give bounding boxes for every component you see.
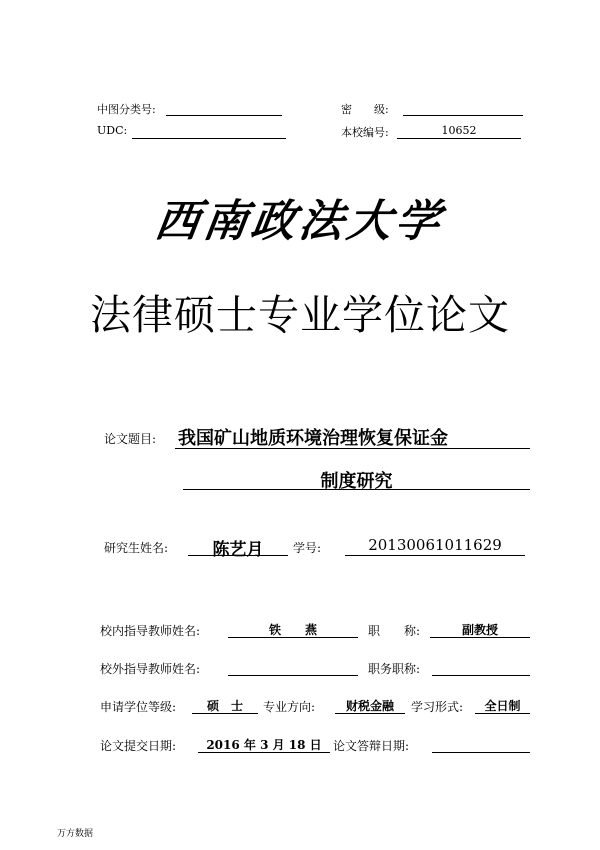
student-name-label: 研究生姓名: xyxy=(104,541,169,555)
major-label: 专业方向: xyxy=(263,700,316,714)
school-code-underline xyxy=(397,138,521,139)
defense-date-underline xyxy=(432,752,530,753)
school-code-label: 本校编号: xyxy=(341,126,389,139)
school-code-value: 10652 xyxy=(441,124,477,137)
thesis-title-label: 论文题目: xyxy=(104,432,157,446)
external-advisor-label: 校外指导教师姓名: xyxy=(100,662,201,676)
thesis-title-underline-1 xyxy=(175,448,530,449)
student-name-value: 陈艺月 xyxy=(212,540,264,560)
secret-level-underline xyxy=(403,115,523,116)
thesis-title-underline-2 xyxy=(183,489,530,490)
udc-label: UDC: xyxy=(97,124,128,137)
clc-underline xyxy=(166,115,282,116)
university-logo: 西南政法大学 xyxy=(151,196,447,247)
secret-level-label: 密 级: xyxy=(341,103,389,116)
degree-level-label: 申请学位等级: xyxy=(100,700,177,714)
external-advisor-underline xyxy=(228,675,358,676)
clc-label: 中图分类号: xyxy=(97,103,156,116)
submit-date-value: 2016 年 3 月 18 日 xyxy=(206,738,322,752)
thesis-title-line1: 我国矿山地质环境治理恢复保证金 xyxy=(178,428,448,449)
udc-underline xyxy=(132,138,286,139)
internal-advisor-title-label: 职 称: xyxy=(368,624,421,638)
degree-title: 法律硕士专业学位论文 xyxy=(90,291,510,339)
student-id-underline xyxy=(345,555,525,556)
student-id-value: 20130061011629 xyxy=(368,536,502,554)
internal-advisor-label: 校内指导教师姓名: xyxy=(100,624,201,638)
study-mode-label: 学习形式: xyxy=(411,700,464,714)
internal-advisor-value: 铁 燕 xyxy=(268,623,317,637)
student-id-label: 学号: xyxy=(293,541,322,555)
study-mode-value: 全日制 xyxy=(484,699,521,713)
thesis-title-line2: 制度研究 xyxy=(320,471,393,492)
defense-date-label: 论文答辩日期: xyxy=(333,739,410,753)
internal-advisor-title-value: 副教授 xyxy=(461,623,498,637)
external-advisor-title-underline xyxy=(432,675,530,676)
submit-date-label: 论文提交日期: xyxy=(100,739,177,753)
external-advisor-title-label: 职务职称: xyxy=(368,662,421,676)
major-value: 财税金融 xyxy=(345,699,394,713)
degree-level-value: 硕 士 xyxy=(206,699,243,713)
wanfang-watermark: 万方数据 xyxy=(57,829,94,839)
